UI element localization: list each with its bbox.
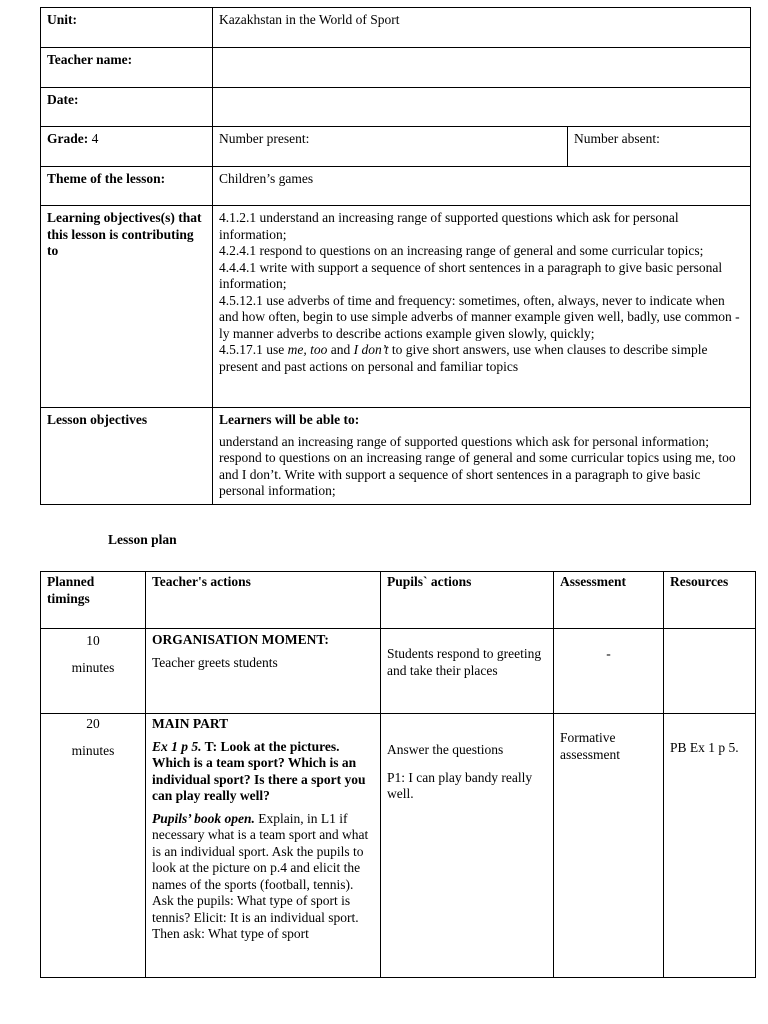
lo5-text-a: 4.5.17.1 use (219, 342, 288, 357)
learning-objective (219, 342, 744, 375)
assessment-cell (554, 629, 664, 714)
resources-cell (664, 629, 756, 714)
teacher-action-text: Teacher greets students (152, 654, 278, 670)
teacher-actions-cell (146, 629, 381, 714)
teacher-instructions (152, 811, 374, 943)
pupils-actions-cell (381, 629, 554, 714)
date-label: Date: (41, 88, 213, 127)
date-value (213, 88, 751, 127)
theme-value: Children’s games (213, 167, 751, 206)
assessment-text: Formative assessment (560, 730, 620, 762)
header-teacher-actions: Teacher's actions (146, 572, 381, 629)
timing-unit: minutes (71, 742, 115, 758)
lo5-text-e: to give short answers, use when clauses to describe simple present and past actions on personal and familiar topics (219, 342, 708, 374)
exercise-ref: Ex 1 p 5. (152, 738, 202, 754)
lo5-text-b: me, too (287, 342, 328, 357)
grade-label: Grade: (47, 131, 89, 146)
lesson-plan-heading: Lesson plan (108, 532, 177, 547)
header-resources: Resources (664, 572, 756, 629)
learning-objective: 4.2.4.1 respond to questions on an increasing range of general and some curricular topics; (219, 243, 704, 258)
learning-objectives-label: Learning objectives(s) that this lesson is contributing to (41, 206, 213, 408)
learning-objective: 4.5.12.1 use adverbs of time and frequency: sometimes, often, always, never to indicate when and how often, begin to use simple adverbs of manner example given well, badly, use common -ly manner adverbs to describe actions example given slowly, quickly; (219, 292, 740, 341)
timing-value: 20 (86, 716, 100, 731)
header-pupils-actions: Pupils` actions (381, 572, 554, 629)
lo5-text-d: I don’t (353, 342, 389, 357)
instruction-text: Explain, in L1 if necessary what is a team sport and what is an individual sport. Ask the pupils to look at the picture on p.4 and elicit the names of the sports (football, tennis). Ask the pupils: What type of sport is tennis? Elicit: It is an individual sport. Then ask: What type of sport (152, 810, 369, 941)
learning-objectives-list (213, 206, 751, 408)
pupils-action-example: P1: I can play bandy really well. (387, 769, 533, 801)
teacher-name-label: Teacher name: (41, 48, 213, 88)
grade-cell (41, 127, 213, 167)
exercise-task (152, 739, 374, 805)
number-present-label: Number present: (213, 127, 568, 167)
resources-cell (664, 714, 756, 978)
header-assessment: Assessment (554, 572, 664, 629)
lo5-text-c: and (327, 342, 354, 357)
assessment-cell (554, 714, 664, 978)
teacher-action-title: MAIN PART (152, 716, 229, 731)
lesson-plan-table (40, 571, 756, 978)
lesson-objectives-label: Lesson objectives (41, 408, 213, 505)
lesson-objectives-cell (213, 408, 751, 505)
grade-value: 4 (91, 131, 99, 146)
timing-unit: minutes (71, 659, 115, 675)
header-timings: Planned timings (41, 572, 146, 629)
lesson-info-table (40, 7, 751, 505)
unit-label: Unit: (41, 8, 213, 48)
assessment-text: - (606, 646, 611, 661)
teacher-actions-cell (146, 714, 381, 978)
pupils-action-text: Students respond to greeting and take their places (387, 646, 542, 678)
teacher-action-title: ORGANISATION MOMENT: (152, 632, 329, 647)
timing-cell (41, 629, 146, 714)
timing-value: 10 (86, 633, 100, 648)
timing-cell (41, 714, 146, 978)
lesson-objectives-head: Learners will be able to: (219, 412, 360, 427)
pupils-action-text: Answer the questions (387, 742, 504, 757)
teacher-name-value (213, 48, 751, 88)
unit-value: Kazakhstan in the World of Sport (213, 8, 751, 48)
exercise-question: T: Look at the pictures. Which is a team sport? Which is an individual sport? Is there a sport you can play really well? (152, 738, 366, 803)
resources-text: PB Ex 1 p 5. (670, 740, 739, 755)
learning-objective: 4.1.2.1 understand an increasing range of supported questions which ask for personal information; (219, 210, 679, 242)
lesson-objectives-text: understand an increasing range of supported questions which ask for personal information; respond to questions on an increasing range of general and some curricular topics using me, too and I don’t. Write with support a sequence of short sentences in a paragraph to give basic personal information; (219, 433, 736, 498)
number-absent-label: Number absent: (568, 127, 751, 167)
book-open-note: Pupils’ book open. (152, 810, 255, 826)
learning-objective: 4.4.4.1 write with support a sequence of short sentences in a paragraph to give basic personal information; (219, 259, 723, 291)
pupils-actions-cell (381, 714, 554, 978)
theme-label: Theme of the lesson: (41, 167, 213, 206)
